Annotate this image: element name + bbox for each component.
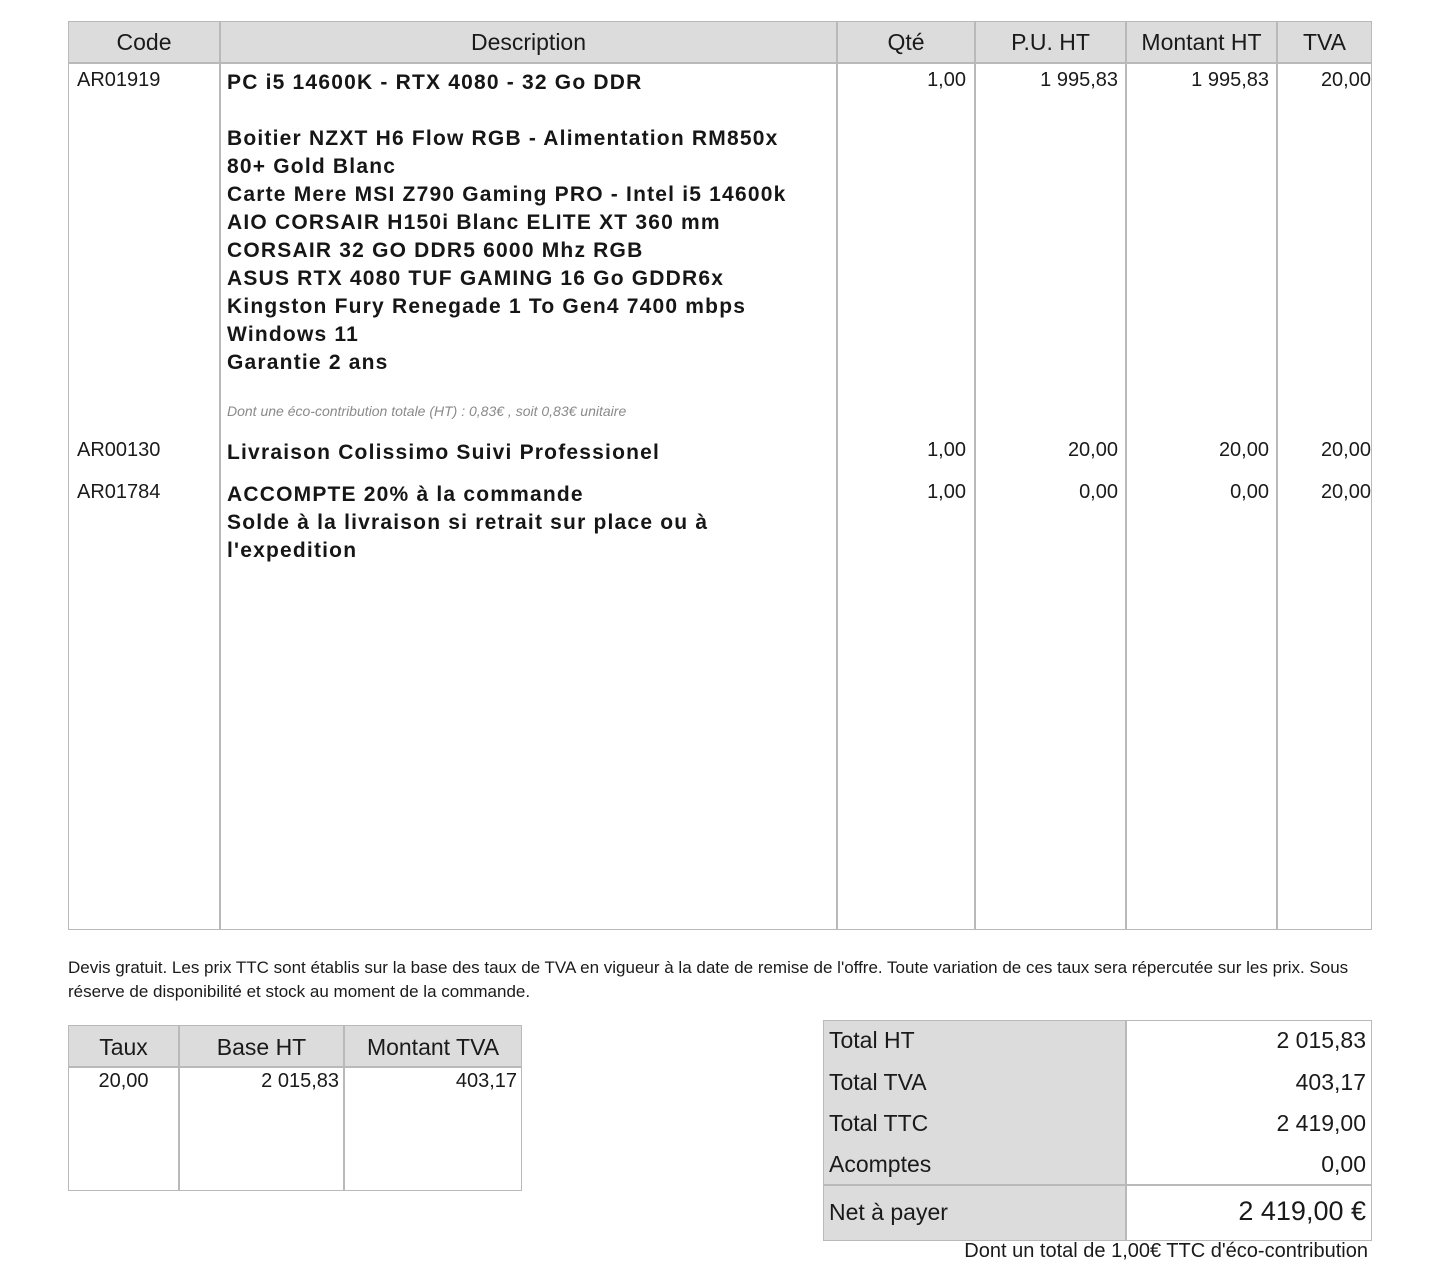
description-line: Livraison Colissimo Suivi Professionel xyxy=(227,441,661,464)
row-quantity: 1,00 xyxy=(927,439,966,461)
row-unit-price: 0,00 xyxy=(1079,481,1118,503)
total-tva-value: 403,17 xyxy=(1295,1069,1366,1095)
row-amount: 1 995,83 xyxy=(1191,69,1269,91)
items-table xyxy=(68,21,1372,930)
row-description xyxy=(227,481,708,565)
row-unit-price: 1 995,83 xyxy=(1040,69,1118,91)
row-code: AR01784 xyxy=(77,481,161,503)
description-line xyxy=(227,97,786,125)
total-ht-label: Total HT xyxy=(829,1027,915,1053)
row-vat: 20,00 xyxy=(1320,69,1371,91)
row-code: AR01919 xyxy=(77,69,161,91)
row-amount: 20,00 xyxy=(1218,439,1269,461)
column-divider xyxy=(1125,22,1127,929)
column-divider xyxy=(974,22,976,929)
column-divider xyxy=(1276,22,1278,929)
description-line: Boitier NZXT H6 Flow RGB - Alimentation RM850x xyxy=(227,127,779,150)
eco-contribution-total: Dont un total de 1,00€ TTC d'éco-contribution xyxy=(964,1240,1368,1262)
row-quantity: 1,00 xyxy=(927,481,966,503)
description-line: Carte Mere MSI Z790 Gaming PRO - Intel i5 14600k xyxy=(227,183,787,206)
net-to-pay-label: Net à payer xyxy=(829,1199,948,1225)
column-divider xyxy=(836,22,838,929)
description-line: Solde à la livraison si retrait sur place ou à xyxy=(227,511,709,534)
description-line: Garantie 2 ans xyxy=(227,351,389,374)
header-amount: Montant HT xyxy=(1141,29,1262,55)
description-line: ACCOMPTE 20% à la commande xyxy=(227,483,584,506)
header-description: Description xyxy=(470,29,587,55)
vat-base: 2 015,83 xyxy=(261,1070,339,1092)
column-divider xyxy=(1125,1021,1127,1240)
acomptes-value: 0,00 xyxy=(1321,1151,1366,1177)
description-line: Windows 11 xyxy=(227,323,360,346)
header-rate: Taux xyxy=(99,1034,148,1060)
terms-note: Devis gratuit. Les prix TTC sont établis sur la base des taux de TVA en vigueur à la date de remise de l'offre. Toute variation de ces taux sera répercutée sur les prix. Sous réserve de disponibilité et stock au moment de la commande. xyxy=(68,958,1349,1001)
row-description xyxy=(227,69,786,377)
total-ttc-label: Total TTC xyxy=(829,1110,929,1136)
net-to-pay-value: 2 419,00 € xyxy=(1238,1196,1366,1226)
row-vat: 20,00 xyxy=(1320,439,1371,461)
acomptes-label: Acomptes xyxy=(829,1151,932,1177)
vat-rate: 20,00 xyxy=(98,1070,149,1092)
description-line: l'expedition xyxy=(227,539,358,562)
description-line: CORSAIR 32 GO DDR5 6000 Mhz RGB xyxy=(227,239,644,262)
vat-amount: 403,17 xyxy=(455,1070,517,1092)
total-ht-value: 2 015,83 xyxy=(1276,1027,1366,1053)
row-quantity: 1,00 xyxy=(927,69,966,91)
header-quantity: Qté xyxy=(887,29,925,55)
row-code: AR00130 xyxy=(77,439,161,461)
description-line: PC i5 14600K - RTX 4080 - 32 Go DDR xyxy=(227,71,643,94)
column-divider xyxy=(219,22,221,929)
row-vat: 20,00 xyxy=(1320,481,1371,503)
description-line: 80+ Gold Blanc xyxy=(227,155,397,178)
header-code: Code xyxy=(116,29,172,55)
header-vat: TVA xyxy=(1302,29,1347,55)
description-line: ASUS RTX 4080 TUF GAMING 16 Go GDDR6x xyxy=(227,267,725,290)
total-ttc-value: 2 419,00 xyxy=(1276,1110,1366,1136)
row-divider xyxy=(824,1184,1371,1186)
row-unit-price: 20,00 xyxy=(1067,439,1118,461)
vat-breakdown-table xyxy=(68,1025,522,1191)
row-description xyxy=(227,439,660,467)
header-unit-price: P.U. HT xyxy=(1011,29,1090,55)
header-base: Base HT xyxy=(216,1034,307,1060)
totals-table xyxy=(823,1020,1372,1241)
description-line: AIO CORSAIR H150i Blanc ELITE XT 360 mm xyxy=(227,211,721,234)
total-tva-label: Total TVA xyxy=(829,1069,927,1095)
eco-contribution-note: Dont une éco-contribution totale (HT) : 0,83€ , soit 0,83€ unitaire xyxy=(227,403,627,419)
description-line: Kingston Fury Renegade 1 To Gen4 7400 mbps xyxy=(227,295,747,318)
row-amount: 0,00 xyxy=(1230,481,1269,503)
header-vat-amount: Montant TVA xyxy=(366,1034,500,1060)
